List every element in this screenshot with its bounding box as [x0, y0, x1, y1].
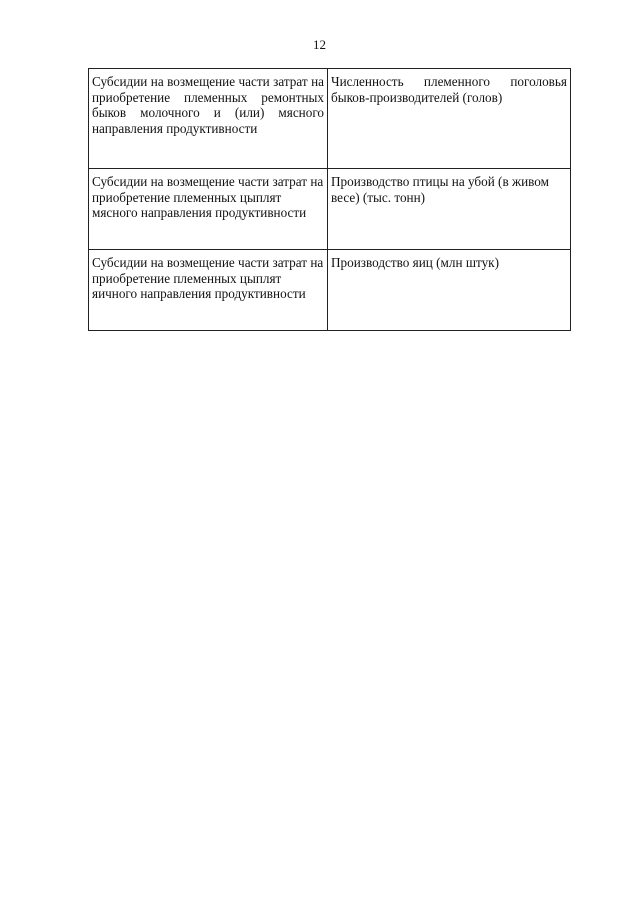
subsidy-cell: Субсидии на возмещение части затрат на приобретение племенных цыплят яичного направления продуктивности [89, 250, 328, 331]
subsidy-table [88, 68, 571, 331]
table-row [89, 69, 571, 169]
indicator-cell: Производство яиц (млн штук) [328, 250, 571, 331]
table-row [89, 169, 571, 250]
subsidy-cell: Субсидии на возмещение части затрат на приобретение племенных ремонтных быков молочного и (или) мясного направления продуктивности [89, 69, 328, 169]
indicator-cell: Производство птицы на убой (в живом весе) (тыс. тонн) [328, 169, 571, 250]
indicator-cell: Численность племенного поголовья быков-производителей (голов) [328, 69, 571, 169]
table-row [89, 250, 571, 331]
subsidy-cell: Субсидии на возмещение части затрат на приобретение племенных цыплят мясного направления продуктивности [89, 169, 328, 250]
page-number: 12 [313, 37, 326, 52]
